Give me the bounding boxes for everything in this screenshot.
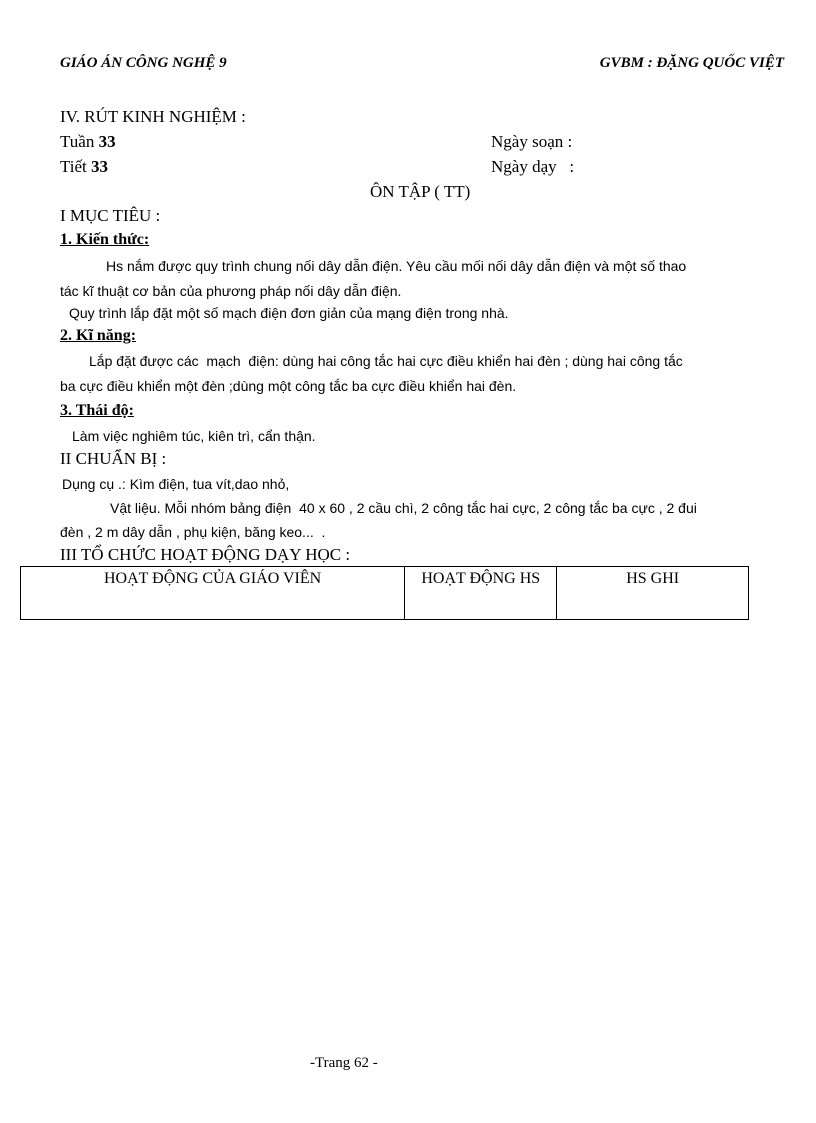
skills-line-2: ba cực điều khiển một đèn ;dùng một công tắc ba cực điều khiển hai đèn. (60, 378, 517, 394)
knowledge-line-1: Hs nắm được quy trình chung nối dây dẫn điện. Yêu cầu mối nối dây dẫn điện và một số thao (106, 258, 687, 274)
knowledge-line-2: tác kĩ thuật cơ bản của phương pháp nối dây dẫn điện. (60, 283, 402, 299)
preparation-title: II CHUẨN BỊ : (60, 449, 167, 468)
period-row (60, 157, 108, 177)
activities-table (20, 566, 749, 620)
objectives-title: I MỤC TIÊU : (60, 206, 161, 225)
week-value: 33 (98, 132, 116, 151)
preparation-line-3: đèn , 2 m dây dẫn , phụ kiện, băng keo... . (60, 524, 326, 540)
teacher-activity-header: HOẠT ĐỘNG CỦA GIÁO VIÊN (21, 567, 405, 620)
header-right: GVBM : ĐẶNG QUỐC VIỆT (599, 55, 784, 71)
period-value: 33 (91, 157, 109, 176)
prepare-date-label: Ngày soạn : (491, 132, 573, 151)
skills-heading: 2. Kĩ năng: (60, 327, 137, 344)
page-number: -Trang 62 - (310, 1055, 378, 1071)
header-left: GIÁO ÁN CÔNG NGHỆ 9 (60, 55, 227, 71)
table-row (21, 567, 749, 620)
teach-date-label: Ngày dạy : (491, 157, 575, 176)
student-activity-header: HOẠT ĐỘNG HS (405, 567, 557, 620)
student-notes-header: HS GHI (557, 567, 749, 620)
attitude-line-1: Làm việc nghiêm túc, kiên trì, cẩn thận. (72, 428, 316, 444)
knowledge-line-3: Quy trình lắp đặt một số mạch điện đơn giản của mạng điện trong nhà. (69, 305, 509, 321)
attitude-heading: 3. Thái độ: (60, 402, 134, 419)
preparation-line-2: Vật liệu. Mỗi nhóm bảng điện 40 x 60 , 2 cầu chì, 2 công tắc hai cực, 2 công tắc ba cực , 2 đui (110, 500, 697, 516)
preparation-line-1: Dụng cụ .: Kìm điện, tua vít,dao nhỏ, (62, 476, 290, 492)
knowledge-heading: 1. Kiến thức: (60, 231, 150, 248)
period-label: Tiết (60, 157, 87, 176)
activities-title: III TỔ CHỨC HOẠT ĐỘNG DẠY HỌC : (60, 545, 351, 564)
week-row (60, 132, 116, 152)
week-label: Tuần (60, 132, 95, 151)
skills-line-1: Lắp đặt được các mạch điện: dùng hai công tắc hai cực điều khiển hai đèn ; dùng hai công tắc (89, 353, 683, 369)
lesson-title: ÔN TẬP ( TT) (370, 182, 471, 201)
section-4-title: IV. RÚT KINH NGHIỆM : (60, 107, 246, 126)
